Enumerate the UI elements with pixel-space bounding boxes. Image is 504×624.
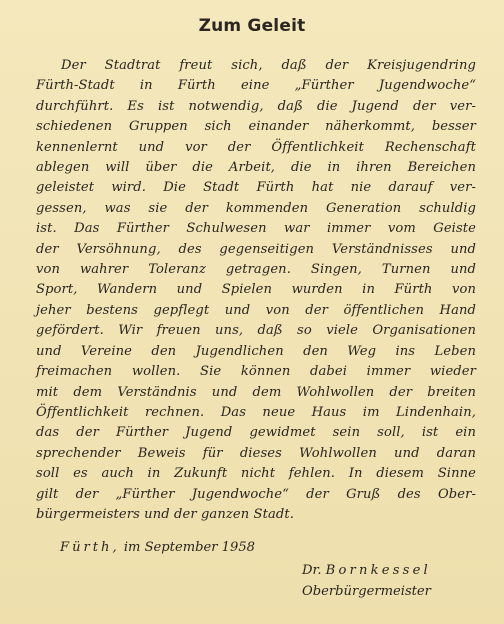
page-title: Zum Geleit	[198, 16, 306, 36]
signature-name	[302, 563, 431, 578]
signature-title: Oberbürgermeister	[302, 584, 431, 599]
body-line: das der Fürther Jugend gewidmet sein soll, ist ein	[36, 425, 476, 441]
body-line: freimachen wollen. Sie können dabei immer wieder	[36, 364, 476, 380]
signature-prefix: Dr.	[302, 563, 322, 578]
body-line: gessen, was sie der kommenden Generation schuldig	[36, 200, 476, 216]
dateline-place: Fürth,	[60, 540, 120, 555]
body-line: schiedenen Gruppen sich einander näherkommt, besser	[36, 119, 476, 135]
body-line: soll es auch in Zukunft nicht fehlen. In diesem Sinne	[36, 466, 476, 482]
body-line: ablegen will über die Arbeit, die in ihren Bereichen	[36, 160, 476, 176]
dateline	[60, 540, 255, 555]
body-line: durchführt. Es ist notwendig, daß die Jugend der ver-	[36, 98, 476, 114]
signature-surname: Bornkessel	[325, 563, 431, 578]
body-text	[36, 56, 476, 525]
body-line: ist. Das Fürther Schulwesen war immer vom Geiste	[36, 221, 476, 237]
body-line: mit dem Verständnis und dem Wohlwollen der breiten	[36, 384, 476, 400]
body-line: Sport, Wandern und Spielen wurden in Fürth von	[36, 282, 476, 298]
body-line: bürgermeisters und der ganzen Stadt.	[36, 506, 294, 522]
body-line: geleistet wird. Die Stadt Fürth hat nie darauf ver-	[36, 180, 476, 196]
body-line: Öffentlichkeit rechnen. Das neue Haus im Lindenhain,	[36, 404, 476, 420]
body-line: von wahrer Toleranz getragen. Singen, Turnen und	[36, 262, 476, 278]
body-line: sprechender Beweis für dieses Wohlwollen und daran	[36, 445, 476, 461]
dateline-date: im September 1958	[123, 540, 255, 555]
body-line: und Vereine den Jugendlichen den Weg ins Leben	[36, 343, 476, 359]
body-line: Fürth-Stadt in Fürth eine „Fürther Jugendwoche“	[36, 78, 476, 94]
body-line: Der Stadtrat freut sich, daß der Kreisjugendring	[61, 58, 476, 73]
body-line: gilt der „Fürther Jugendwoche“ der Gruß des Ober-	[36, 486, 476, 502]
body-line: der Versöhnung, des gegenseitigen Verständnisses und	[36, 241, 476, 257]
body-line: kennenlernt und vor der Öffentlichkeit Rechenschaft	[36, 139, 476, 155]
body-line: gefördert. Wir freuen uns, daß so viele Organisationen	[36, 323, 476, 339]
body-line: jeher bestens gepflegt und von der öffentlichen Hand	[36, 302, 476, 318]
